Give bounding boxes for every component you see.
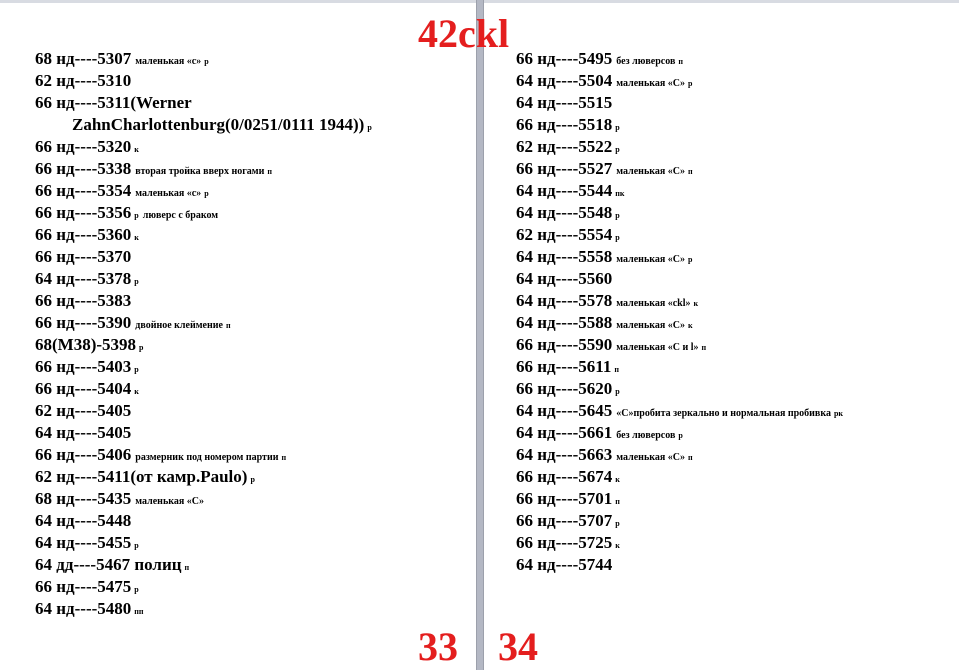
list-item xyxy=(35,71,131,92)
entry-mark: р xyxy=(615,387,620,396)
list-item xyxy=(516,489,620,512)
entry-number: 66 нд----5674 xyxy=(516,467,613,486)
entry-mark: р xyxy=(134,211,139,220)
entry-number: 66 нд----5518 xyxy=(516,115,613,134)
list-item xyxy=(516,313,693,336)
page-number-left: 33 xyxy=(418,624,458,669)
entry-number: 66 нд----5404 xyxy=(35,379,132,398)
entry-mark: к xyxy=(615,475,620,484)
entry-number: 66 нд----5611 xyxy=(516,357,612,376)
list-item xyxy=(35,291,131,312)
entry-mark: р xyxy=(250,475,255,484)
list-item xyxy=(516,159,693,182)
entry-note: двойное клеймение xyxy=(135,320,223,331)
list-item xyxy=(516,467,620,490)
entry-number: 66 нд----5406 xyxy=(35,445,132,464)
entry-number: 64 нд----5378 xyxy=(35,269,132,288)
entry-mark: р xyxy=(615,123,620,132)
entry-number: 66 нд----5370 xyxy=(35,247,132,266)
entry-number: 66 нд----5707 xyxy=(516,511,613,530)
entry-mark: п xyxy=(267,167,272,176)
entry-number: 66 нд----5725 xyxy=(516,533,613,552)
list-item xyxy=(35,555,189,578)
list-item xyxy=(35,93,192,114)
entry-number: 64 нд----5455 xyxy=(35,533,132,552)
entry-number: 64 нд----5544 xyxy=(516,181,613,200)
page-top-edge xyxy=(0,0,476,3)
list-item xyxy=(35,533,139,556)
list-item xyxy=(516,533,620,556)
entry-mark: п xyxy=(687,453,693,462)
list-item xyxy=(516,49,683,72)
entry-mark: р xyxy=(134,541,139,550)
entry-number: 64 нд----5548 xyxy=(516,203,613,222)
entry-mark: р xyxy=(134,585,139,594)
list-item xyxy=(35,225,139,248)
entry-number: 66 нд----5390 xyxy=(35,313,132,332)
entry-mark: р xyxy=(615,145,620,154)
entry-mark: р xyxy=(204,189,209,198)
list-item xyxy=(35,467,255,490)
entry-mark: пк xyxy=(615,189,625,198)
entry-note: маленькая «С и l» xyxy=(616,342,699,353)
list-item xyxy=(35,203,218,226)
entry-number: 66 нд----5475 xyxy=(35,577,132,596)
entry-number: 66 нд----5360 xyxy=(35,225,132,244)
list-item xyxy=(516,357,619,380)
list-item xyxy=(516,423,683,446)
list-item xyxy=(35,137,139,160)
entry-number: 64 нд----5504 xyxy=(516,71,613,90)
entry-number: 68 нд----5307 xyxy=(35,49,132,68)
list-item xyxy=(516,269,612,290)
list-item xyxy=(35,181,209,204)
list-item xyxy=(516,93,612,114)
list-item xyxy=(35,357,139,380)
entry-note: маленькая «С» xyxy=(616,166,685,177)
list-item xyxy=(516,401,843,424)
page-top-edge xyxy=(484,0,959,3)
entry-note: маленькая «С» xyxy=(616,78,685,89)
entry-mark: р xyxy=(134,277,139,286)
entry-mark: к xyxy=(615,541,620,550)
entry-note: без люверсов xyxy=(616,56,676,67)
entry-number: 68 нд----5435 xyxy=(35,489,132,508)
entry-number: 64 нд----5645 xyxy=(516,401,613,420)
entry-mark: р xyxy=(687,255,693,264)
entry-note: маленькая «с» xyxy=(135,188,202,199)
entry-number: 64 дд----5467 полиц xyxy=(35,555,182,574)
entry-number: 64 нд----5588 xyxy=(516,313,613,332)
entry-mark: р xyxy=(139,343,144,352)
list-item xyxy=(35,599,144,622)
entry-mark: р xyxy=(204,57,209,66)
left-page xyxy=(0,0,476,670)
entry-number: 62 нд----5522 xyxy=(516,137,613,156)
list-item xyxy=(35,423,131,444)
entry-mark: п xyxy=(614,365,619,374)
entry-number: 64 нд----5663 xyxy=(516,445,613,464)
entry-number: 66 нд----5590 xyxy=(516,335,613,354)
entry-mark: р xyxy=(678,431,683,440)
list-item xyxy=(516,379,620,402)
entry-number: 64 нд----5661 xyxy=(516,423,613,442)
entry-note: маленькая «с» xyxy=(135,56,202,67)
entry-mark: п xyxy=(678,57,683,66)
entry-number: 62 нд----5405 xyxy=(35,401,132,420)
entry-mark: к xyxy=(134,387,139,396)
entry-note: размерник под номером партии xyxy=(135,452,279,463)
entry-number: 66 нд----5701 xyxy=(516,489,613,508)
entry-number: 64 нд----5515 xyxy=(516,93,613,112)
entry-mark: к xyxy=(134,145,139,154)
header-label: 42ckl xyxy=(418,11,510,56)
list-item xyxy=(516,291,698,314)
entry-mark: к xyxy=(134,233,139,242)
list-item xyxy=(35,313,231,336)
entry-number: 64 нд----5448 xyxy=(35,511,132,530)
entry-mark: рк xyxy=(833,409,844,418)
page-number-right: 34 xyxy=(498,624,538,669)
list-item xyxy=(35,269,139,292)
entry-note: маленькая «С» xyxy=(135,496,204,507)
list-item xyxy=(516,445,693,468)
entry-number: 66 нд----5356 xyxy=(35,203,132,222)
list-item xyxy=(35,511,131,532)
entry-number: 64 нд----5744 xyxy=(516,555,613,574)
entry-number: 62 нд----5411(от камр.Paulo) xyxy=(35,467,248,486)
entry-mark: р xyxy=(687,79,693,88)
entry-number: 68(М38)-5398 xyxy=(35,335,137,354)
list-item xyxy=(516,115,620,138)
entry-number: 64 нд----5558 xyxy=(516,247,613,266)
page-gutter xyxy=(476,0,484,670)
right-page xyxy=(484,0,959,670)
list-item xyxy=(516,225,620,248)
entry-number: 66 нд----5320 xyxy=(35,137,132,156)
entry-mark: р xyxy=(615,233,620,242)
list-item xyxy=(35,489,204,512)
list-item xyxy=(35,379,139,402)
entry-mark: п xyxy=(615,497,620,506)
entry-note: без люверсов xyxy=(616,430,676,441)
list-item xyxy=(516,137,620,160)
entry-mark: п xyxy=(701,343,707,352)
entry-note: «С»пробита зеркально и нормальная пробивка xyxy=(616,408,831,419)
entry-mark: р xyxy=(367,123,372,132)
entry-mark: п xyxy=(184,563,190,572)
entry-note: маленькая «С» xyxy=(616,320,685,331)
list-item xyxy=(516,555,612,576)
entry-number: 66 нд----5354 xyxy=(35,181,132,200)
list-item xyxy=(72,115,372,138)
entry-note: маленькая «С» xyxy=(616,254,685,265)
entry-number: 66 нд----5403 xyxy=(35,357,132,376)
entry-mark: п xyxy=(687,167,693,176)
list-item xyxy=(516,335,706,358)
entry-number: 64 нд----5560 xyxy=(516,269,613,288)
list-item xyxy=(35,335,143,358)
entry-mark: к xyxy=(687,321,693,330)
list-item xyxy=(516,247,692,270)
list-item xyxy=(35,49,209,72)
entry-mark: р xyxy=(134,365,139,374)
list-item xyxy=(516,71,692,94)
entry-number: 66 нд----5338 xyxy=(35,159,132,178)
entry-mark: п xyxy=(225,321,231,330)
entry-mark: р xyxy=(615,519,620,528)
entry-mark: р xyxy=(615,211,620,220)
list-item xyxy=(35,577,139,600)
entry-mark: п xyxy=(281,453,287,462)
entry-number: 62 нд----5554 xyxy=(516,225,613,244)
entry-mark: к xyxy=(693,299,699,308)
entry-note: маленькая «С» xyxy=(616,452,685,463)
entry-number: 66 нд----5527 xyxy=(516,159,613,178)
list-item xyxy=(516,181,625,204)
entry-number: 66 нд----5311(Werner xyxy=(35,93,192,112)
entry-number: ZahnCharlottenburg(0/0251/0111 1944)) xyxy=(72,115,365,134)
list-item xyxy=(516,203,620,226)
list-item xyxy=(516,511,620,534)
entry-note: вторая тройка вверх ногами xyxy=(135,166,265,177)
list-item xyxy=(35,401,131,422)
entry-mark: пп xyxy=(134,607,144,616)
entry-note: люверс с браком xyxy=(142,210,219,221)
entry-number: 64 нд----5578 xyxy=(516,291,613,310)
entry-number: 64 нд----5405 xyxy=(35,423,132,442)
entry-number: 66 нд----5495 xyxy=(516,49,613,68)
list-item xyxy=(35,159,272,182)
entry-number: 64 нд----5480 xyxy=(35,599,132,618)
entry-number: 66 нд----5383 xyxy=(35,291,132,310)
entry-note: маленькая «ckl» xyxy=(616,298,691,309)
entry-number: 62 нд----5310 xyxy=(35,71,132,90)
list-item xyxy=(35,445,286,468)
entry-number: 66 нд----5620 xyxy=(516,379,613,398)
list-item xyxy=(35,247,131,268)
